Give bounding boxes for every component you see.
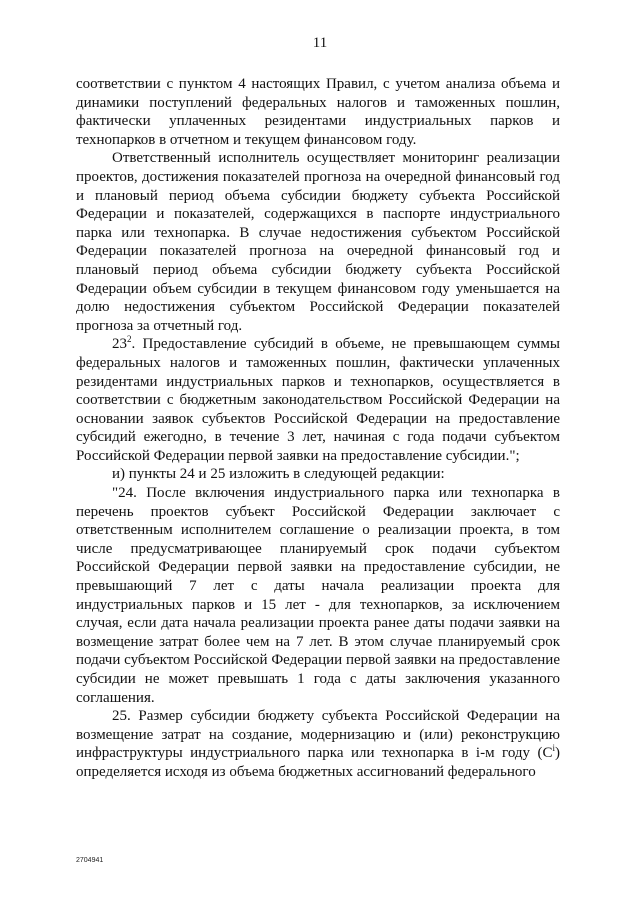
paragraph-monitoring: Ответственный исполнитель осуществляет мониторинг реализации проектов, достижения показателей прогноза на очередной финансовый год и плановый период объема субсидии бюджету субъекта Российской Федерации и показателей, содержащихся в паспорте индустриального парка или технопарка. В случае недостижения субъектом Российской Федерации показателей прогноза на очередной финансовый год и плановый период объема субсидии бюджету субъекта Российской Федерации объем субсидии в текущем финансовом году уменьшается на долю недостижения субъектом Российской Федерации показателей прогноза за отчетный год.: [76, 150, 560, 334]
document-body: [76, 75, 560, 782]
clause-number: 23: [112, 336, 127, 353]
clause-superscript: 2: [127, 334, 132, 345]
paragraph-continuation: соответствии с пунктом 4 настоящих Правил, с учетом анализа объема и динамики поступлений федеральных налогов и таможенных пошлин, фактически уплаченных резидентами индустриальных парков и технопарков в отчетном и текущем финансовом году.: [76, 76, 560, 148]
clause-25-superscript: i: [552, 743, 555, 754]
clause-25-tail: ) определяется исходя из объема бюджетных ассигнований федерального: [76, 745, 560, 780]
page-number: 11: [312, 35, 328, 51]
document-code: 2704941: [76, 857, 104, 864]
paragraph-amendment-i: и) пункты 24 и 25 изложить в следующей редакции:: [112, 466, 445, 483]
clause-25-text: 25. Размер субсидии бюджету субъекта Российской Федерации на возмещение затрат на создание, модернизацию и (или) реконструкцию инфраструктуры индустриального парка или технопарка в i-м году (С: [76, 708, 560, 762]
paragraph-23-2: [76, 335, 560, 465]
paragraph-25: [76, 707, 560, 781]
paragraph-24: "24. После включения индустриального парка или технопарка в перечень проектов субъект Российской Федерации заключает с ответственным исполнителем соглашение о реализации проекта, в том числе предусматривающее планируемый срок подачи субъектом Российской Федерации первой заявки на предоставление субсидии, не превышающий 7 лет с даты начала реализации проекта для индустриальных парков и 15 лет - для технопарков, за исключением случая, если дата начала реализации проекта ранее даты подачи заявки на возмещение затрат более чем на 7 лет. В этом случае планируемый срок подачи субъектом Российской Федерации первой заявки на предоставление субсидии не может превышать 1 года с даты заключения указанного соглашения.: [76, 485, 560, 706]
clause-text: . Предоставление субсидий в объеме, не превышающем суммы федеральных налогов и таможенных пошлин, фактически уплаченных резидентами индустриальных парков и технопарков, осуществляется в соответствии с бюджетным законодательством Российской Федерации на основании заявок субъектов Российской Федерации на предоставление субсидий ежегодно, в течение 3 лет, начиная с года подачи субъектом Российской Федерации первой заявки на предоставление субсидии.";: [76, 336, 560, 464]
